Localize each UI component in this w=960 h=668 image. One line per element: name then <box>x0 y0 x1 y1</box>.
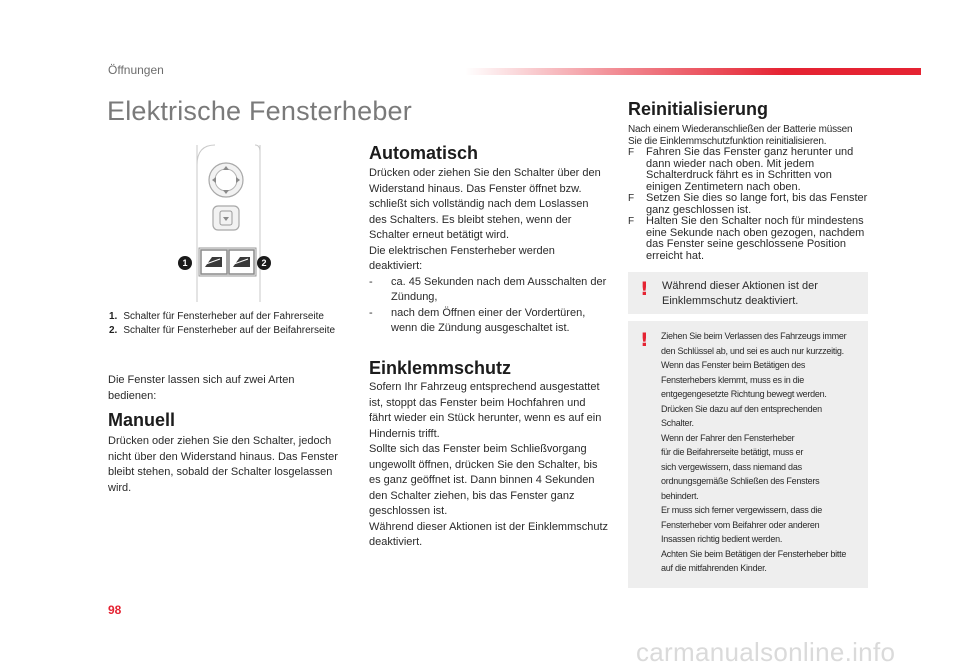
step-marker-icon: F <box>628 147 635 158</box>
warning-line: Drücken Sie dazu auf den entsprechenden <box>661 403 822 414</box>
reinit-heading: Reinitialisierung <box>628 99 769 119</box>
warning-line: Fensterhebers klemmt, muss es in die <box>661 374 805 385</box>
automatic-text: Drücken oder ziehen Sie den Schalter über den Widerstand hinaus. Das Fenster öffnet bzw. schließt sich vollständig nach dem Loslassen des Schalters. Es bleibt stehen, wenn der Schalter erneut betätigt wird. <box>369 167 601 241</box>
list-item: F Setzen Sie dies so lange fort, bis das Fenster ganz geschlossen ist. <box>628 192 868 216</box>
list-item: F Fahren Sie das Fenster ganz herunter und dann wieder nach oben. Mit jedem Schalterdruck fährt es in Schritten von einigen Zentimetern nach oben. <box>628 146 854 193</box>
watermark: carmanualsonline.info <box>636 637 896 667</box>
deactivation-text: Die elektrischen Fensterheber werden deaktiviert: <box>369 244 555 272</box>
warning-line: Wenn das Fenster beim Betätigen des <box>661 360 806 370</box>
warning-line: auf die mitfahrenden Kinder. <box>661 563 767 573</box>
warning-line: ordnungsgemäße Schließen des Fensters <box>661 476 820 486</box>
warning-line: Ziehen Sie beim Verlassen des Fahrzeugs immer <box>661 331 847 341</box>
window-switch-icon <box>199 248 256 276</box>
manual-heading: Manuell <box>108 410 176 430</box>
warning-icon: ! <box>640 278 649 300</box>
reinit-intro: Nach einem Wiederanschließen der Batterie müssen Sie die Einklemmschutzfunktion reinitialisieren. <box>628 124 853 147</box>
page-number: 98 <box>108 603 122 617</box>
legend-number: 2. <box>109 325 118 336</box>
window-switch-diagram <box>185 140 275 310</box>
warning-box-1 <box>628 272 868 314</box>
warning-line: Achten Sie beim Betätigen der Fensterheber bitte <box>661 548 847 559</box>
intro-text: Die Fenster lassen sich auf zwei Arten bedienen: <box>108 374 295 402</box>
list-marker: - <box>369 306 373 319</box>
warning-box-2 <box>628 321 868 588</box>
warning-line: für die Beifahrerseite betätigt, muss er <box>661 447 804 457</box>
step-marker-icon: F <box>628 193 635 204</box>
mirror-fold-icon <box>213 206 239 230</box>
antipinch-text-2: Sollte sich das Fenster beim Schließvorgang ungewollt öffnen, drücken Sie den Schalter, bis es ganz geöffnet ist. Dann binnen 4 Sekunden den Schalter ziehen, bis das Fenster ganz geschlossen ist. <box>369 443 598 517</box>
list-item: - ca. 45 Sekunden nach dem Ausschalten der Zündung, <box>369 275 607 303</box>
antipinch-heading: Einklemmschutz <box>369 358 512 378</box>
warning-line: Schalter. <box>661 418 694 428</box>
antipinch-section <box>369 380 609 551</box>
antipinch-text: Sofern Ihr Fahrzeug entsprechend ausgestattet ist, stoppt das Fenster beim Hochfahren und fährt wieder ein Stück herunter, wenn es auf ein Hindernis trifft. <box>369 381 602 440</box>
callout-2: 2 <box>257 256 271 270</box>
warning-icon: ! <box>640 329 649 351</box>
mirror-control-icon <box>209 163 243 197</box>
list-item: - nach dem Öffnen einer der Vordertüren, wenn die Zündung ausgeschaltet ist. <box>369 306 586 334</box>
legend-text: Schalter für Fensterheber auf der Beifahrerseite <box>123 325 336 336</box>
list-item: F Halten Sie den Schalter noch für mindestens eine Sekunde nach oben gezogen, nachdem das Fenster seine geschlossene Position erreicht hat. <box>628 215 865 262</box>
warning-text <box>661 329 866 576</box>
section-label: Öffnungen <box>108 63 164 77</box>
warning-line: den Schlüssel ab, und sei es auch nur kurzzeitig. <box>661 345 844 356</box>
list-marker: - <box>369 275 373 288</box>
page-title: Elektrische Fensterheber <box>107 96 412 126</box>
legend-number: 1. <box>109 311 118 322</box>
warning-line: Wenn der Fahrer den Fensterheber <box>661 432 795 443</box>
warning-text: Während dieser Aktionen ist der Einklemmschutz deaktiviert. <box>662 280 818 307</box>
reinit-steps <box>628 147 868 262</box>
automatic-heading: Automatisch <box>369 143 479 163</box>
legend-text: Schalter für Fensterheber auf der Fahrerseite <box>123 311 324 322</box>
warning-line: Er muss sich ferner vergewissern, dass die <box>661 505 823 515</box>
warning-line: behindert. <box>661 490 699 501</box>
legend-item-1 <box>109 311 324 322</box>
automatic-section <box>369 166 609 337</box>
warning-line: sich vergewissern, dass niemand das <box>661 461 802 472</box>
warning-line: Insassen richtig bedient werden. <box>661 534 783 544</box>
deactivation-list <box>369 275 609 337</box>
header-accent-bar <box>465 68 921 75</box>
legend-item-2 <box>109 325 335 336</box>
step-marker-icon: F <box>628 216 635 227</box>
warning-line: Fensterheber vom Beifahrer oder anderen <box>661 519 820 530</box>
callout-1: 1 <box>178 256 192 270</box>
manual-text: Drücken oder ziehen Sie den Schalter, jedoch nicht über den Widerstand hinaus. Das Fenster bleibt stehen, sobald der Schalter losgelassen wird. <box>108 435 338 494</box>
antipinch-text-3: Während dieser Aktionen ist der Einklemmschutz deaktiviert. <box>369 520 609 548</box>
reinit-section <box>628 124 868 262</box>
warning-line: entgegengesetzte Richtung bewegt werden. <box>661 389 827 399</box>
